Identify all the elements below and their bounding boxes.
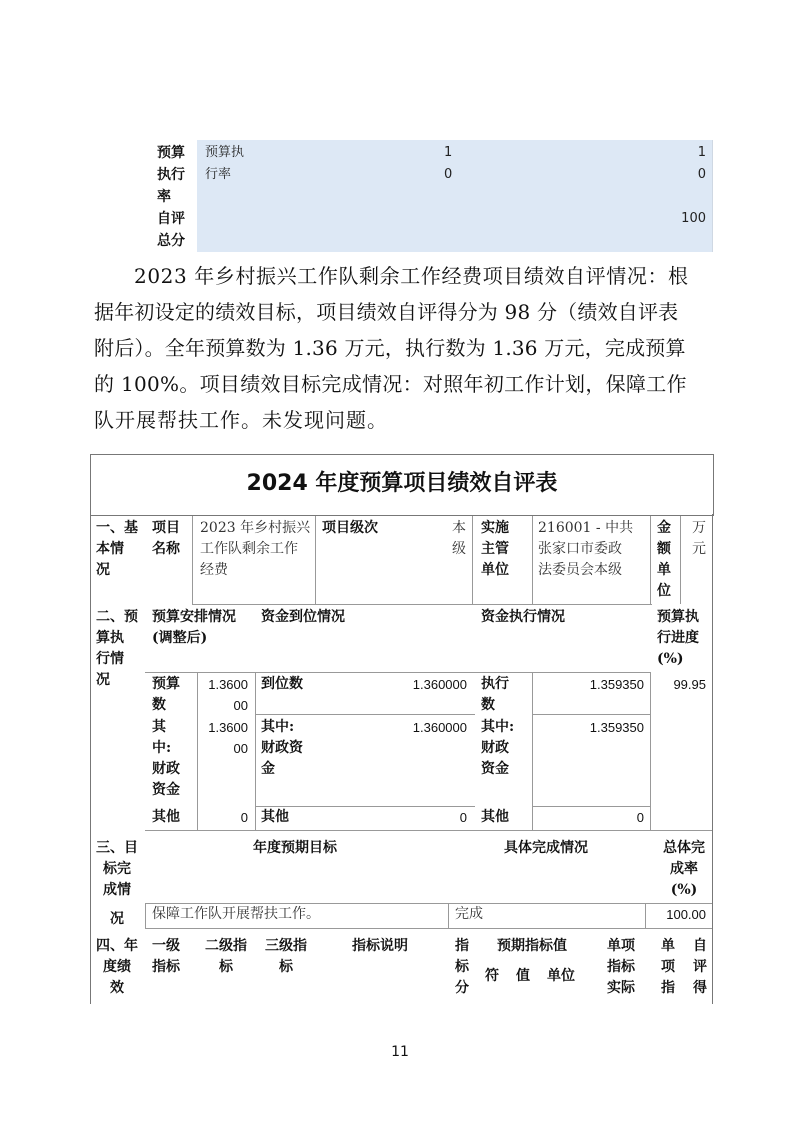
expected-value-label: 预期指标值 [497,938,567,954]
implementing-dept-value: 216001 - 中共 张家口市委政 法委员会本级 [538,520,634,578]
fiscal-funds-value: 1.3600 00 [208,720,248,756]
self-score-label: 自 评 得 [693,938,707,996]
arrived-other-label: 其他 [261,809,289,825]
executed-other-label: 其他 [481,809,509,825]
budget-rate-cell-label: 预算执 行率 [205,145,245,182]
implementing-dept-label: 实施 主管 单位 [481,520,509,578]
paragraph-line: 队开展帮扶工作。未发现问题。 [94,408,388,432]
executed-other-value: 0 [636,810,644,825]
arrived-fiscal-label: 其中: 财政资 金 [261,719,303,777]
expected-unit-label: 单位 [547,968,575,984]
section-budget-label: 二、预 算执 行情 况 [96,609,138,688]
total-score-label: 自评 总分 [157,211,185,249]
fiscal-funds-label: 其 中: 财政 资金 [152,719,180,798]
section-basic-label: 一、基 本情 况 [96,520,138,578]
budget-rate-mid-value: 1 0 [444,145,453,182]
level3-indicator-label: 三级指 标 [265,938,307,975]
arrived-fiscal-value: 1.360000 [412,720,467,735]
arrived-number-value: 1.360000 [412,677,467,692]
project-level-label: 项目级次 [322,520,378,536]
budget-progress-value: 99.95 [673,677,706,692]
funds-execution-label: 资金执行情况 [481,609,565,625]
annual-goal-value: 保障工作队开展帮扶工作。 [152,906,320,922]
arrived-number-label: 到位数 [261,676,303,692]
section-goal-label: 三、目 标完 成情 况 [96,840,138,927]
budget-rate-right-value: 1 0 [697,145,706,182]
evaluation-paragraph [94,258,709,438]
paragraph-line: 的 100%。项目绩效目标完成情况：对照年初工作计划，保障工作 [94,372,687,396]
expected-symbol-label: 符 [485,968,499,984]
total-score-value: 100 [681,211,706,226]
overall-rate-value: 100.00 [666,907,706,922]
other-funds-label: 其他 [152,809,180,825]
annual-goal-label: 年度预期目标 [253,840,337,856]
overall-rate-label: 总体完 成率 (%) [663,840,705,898]
project-name-value: 2023 年乡村振兴 工作队剩余工作 经费 [200,520,311,578]
budget-progress-label: 预算执 行进度 (%) [657,609,699,667]
amount-unit-value: 万 元 [692,520,706,557]
indicator-description-label: 指标说明 [352,938,408,954]
paragraph-line: 附后）。全年预算数为 1.36 万元，执行数为 1.36 万元，完成预算 [94,336,686,360]
executed-number-value: 1.359350 [589,677,644,692]
level2-indicator-label: 二级指 标 [205,938,247,975]
amount-unit-label: 金 额 单 位 [657,520,671,599]
single-score-label: 单 项 指 [661,938,675,996]
arrived-other-value: 0 [459,810,467,825]
executed-fiscal-label: 其中: 财政 资金 [481,719,515,777]
level1-indicator-label: 一级 指标 [152,938,180,975]
paragraph-line: 据年初设定的绩效目标，项目绩效自评得分为 98 分（绩效自评表 [94,300,679,324]
executed-fiscal-value: 1.359350 [589,720,644,735]
budget-number-label: 预算 数 [152,676,180,713]
page-number: 11 [391,1044,409,1060]
project-name-label: 项目 名称 [152,520,180,557]
paragraph-line: 2023 年乡村振兴工作队剩余工作经费项目绩效自评情况：根 [134,264,689,288]
expected-value-sublabel: 值 [516,968,530,984]
completion-label: 具体完成情况 [504,840,588,856]
budget-rate-label: 预算 执行 率 [157,145,185,205]
top-table-shaded-area [197,140,712,252]
budget-arrangement-label: 预算安排情况 (调整后) [152,609,236,646]
budget-number-value: 1.3600 00 [208,677,248,713]
completion-value: 完成 [455,906,483,922]
funds-arrival-label: 资金到位情况 [261,609,345,625]
form-title: 2024 年度预算项目绩效自评表 [246,471,558,496]
indicator-score-label: 指 标 分 [455,938,469,996]
project-level-value: 本 级 [452,520,466,557]
other-funds-value: 0 [240,810,248,825]
actual-value-label: 单项 指标 实际 [607,938,635,996]
executed-number-label: 执行 数 [481,676,509,713]
section-performance-label: 四、年 度绩 效 [96,938,138,996]
